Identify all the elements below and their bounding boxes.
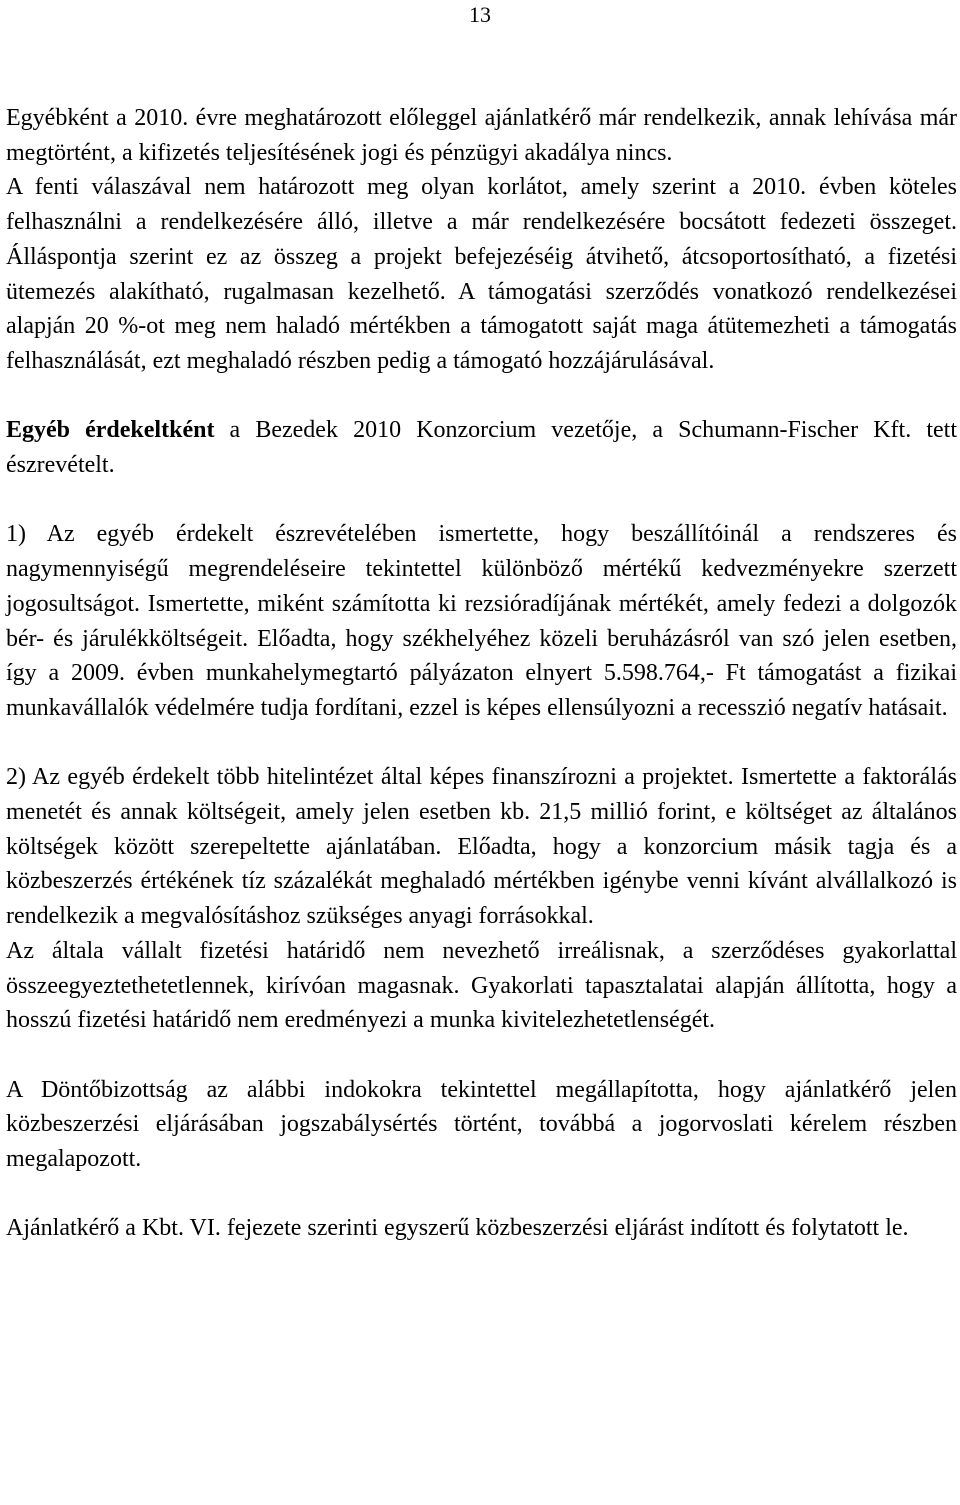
document-body	[6, 101, 957, 1246]
paragraph-procedure: Ajánlatkérő a Kbt. VI. fejezete szerinti egyszerű közbeszerzési eljárást indított és folytatott le.	[6, 1215, 909, 1242]
paragraph-point-1: 1) Az egyéb érdekelt észrevételében ismertette, hogy beszállítóinál a rendszeres és nagymennyiségű megrendeléseire tekintettel különböző mértékű kedvezményekre szerzett jogosultságot. Ismertette, miként számította ki rezsióradíjának mértékét, amely fedezi a dolgozók bér- és járulékköltségeit. Előadta, hogy székhelyéhez közeli beruházásról van szó jelen esetben, így a 2009. évben munkahelymegtartó pályázaton elnyert 5.598.764,- Ft támogatást a fizikai munkavállalók védelmére tudja fordítani, ezzel is képes ellensúlyozni a recesszió negatív hatásait.	[6, 521, 957, 721]
paragraph-payment-deadline: Az általa vállalt fizetési határidő nem nevezhető irreálisnak, a szerződéses gyakorlattal összeegyeztethetetlennek, kirívóan magasnak. Gyakorlati tapasztalatai alapján állította, hogy a hosszú fizetési határidő nem eredményezi a munka kivitelezhetetlenségét.	[6, 937, 957, 1034]
paragraph-point-2: 2) Az egyéb érdekelt több hitelintézet által képes finanszírozni a projektet. Ismertette a faktorálás menetét és annak költségeit, amely jelen esetben kb. 21,5 millió forint, e költséget az általános költségek között szerepeltette ajánlatában. Előadta, hogy a konzorcium másik tagja és a közbeszerzés értékének tíz százalékát meghaladó mértékben igénybe venni kívánt alvállalkozó is rendelkezik a megvalósításhoz szükséges anyagi forrásokkal.	[6, 764, 957, 930]
paragraph-spacer	[6, 483, 957, 518]
paragraph-advance-payment: Egyébként a 2010. évre meghatározott előleggel ajánlatkérő már rendelkezik, annak lehívása már megtörtént, a kifizetés teljesítésének jogi és pénzügyi akadálya nincs.	[6, 105, 957, 166]
paragraph-spacer	[6, 1177, 957, 1212]
paragraph-spacer	[6, 726, 957, 761]
paragraph-board-decision: A Döntőbizottság az alábbi indokokra tekintettel megállapította, hogy ajánlatkérő jelen közbeszerzési eljárásában jogszabálysértés történt, továbbá a jogorvoslati kérelem részben megalapozott.	[6, 1076, 957, 1173]
interested-party-text: a Bezedek 2010 Konzorcium vezetője, a Schumann-Fischer Kft. tett észrevételt.	[6, 417, 957, 479]
paragraph-interested-party	[6, 413, 957, 482]
interested-party-heading: Egyéb érdekeltként	[6, 417, 215, 444]
page-number: 13	[469, 2, 491, 27]
paragraph-spacer	[6, 1038, 957, 1073]
paragraph-funding-flexibility: A fenti válaszával nem határozott meg olyan korlátot, amely szerint a 2010. évben köteles felhasználni a rendelkezésére álló, illetve a már rendelkezésére bocsátott fedezeti összeget. Álláspontja szerint ez az összeg a projekt befejezéséig átvihető, átcsoportosítható, a fizetési ütemezés alakítható, rugalmasan kezelhető. A támogatási szerződés vonatkozó rendelkezései alapján 20 %-ot meg nem haladó mértékben a támogatott saját maga átütemezheti a támogatás felhasználását, ezt meghaladó részben pedig a támogató hozzájárulásával.	[6, 174, 957, 374]
paragraph-spacer	[6, 379, 957, 414]
